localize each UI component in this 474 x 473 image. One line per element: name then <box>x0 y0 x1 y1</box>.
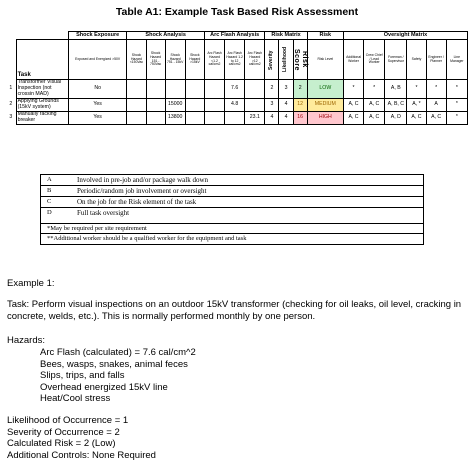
shock-150-cell <box>127 80 146 99</box>
arc-3-cell: 23.1 <box>245 111 265 124</box>
shock-750-cell <box>146 80 165 99</box>
exposed-cell: Yes <box>68 111 126 124</box>
crew-chief-cell: A, C <box>364 111 385 124</box>
hazard-item: Overhead energized 15kV line <box>40 381 168 393</box>
hazard-item: Bees, wasps, snakes, animal feces <box>40 358 188 370</box>
line-manager-cell: * <box>446 80 467 99</box>
shock-15kv-cell <box>165 80 185 99</box>
shock-750-cell <box>146 111 165 124</box>
shock-750-cell <box>146 98 165 111</box>
header-safety: Safety <box>407 40 426 80</box>
legend-note-site: *May be required per site requirement <box>41 224 423 234</box>
group-arc-flash: Arc Flash Analysis <box>204 32 264 40</box>
legend-code: D <box>47 209 52 216</box>
header-risk-score: Risk Score <box>293 40 307 80</box>
header-risk-level: Risk Level <box>307 40 343 80</box>
legend-row <box>41 197 423 208</box>
header-arc-1: Arc Flash Hazard <1.2 cal/cm2 <box>204 40 224 80</box>
legend-row <box>41 208 423 219</box>
shock-over-15kv-cell <box>185 98 204 111</box>
legend-code: B <box>47 187 52 194</box>
legend-description: Full task oversight <box>77 209 130 217</box>
likelihood-summary: Likelihood of Occurrence = 1 <box>7 415 129 426</box>
arc-1-cell <box>204 111 224 124</box>
legend-code: C <box>47 198 52 205</box>
shock-150-cell <box>127 111 146 124</box>
hazard-item: Slips, trips, and falls <box>40 370 125 381</box>
likelihood-cell: 3 <box>279 80 293 99</box>
hazard-item: Arc Flash (calculated) = 7.6 cal/cm^2 <box>40 347 196 358</box>
arc-2-cell <box>225 111 245 124</box>
additional-worker-cell: A, C <box>343 98 363 111</box>
legend-description: On the job for the Risk element of the task <box>77 198 197 206</box>
group-risk: Risk <box>307 32 343 40</box>
header-line-manager: Line Manager <box>446 40 467 80</box>
safety-cell: * <box>407 80 426 99</box>
likelihood-cell: 4 <box>279 111 293 124</box>
risk-score-cell: 16 <box>293 111 307 124</box>
additional-worker-cell: A, C <box>343 111 363 124</box>
legend-row <box>41 175 423 186</box>
group-oversight: Oversight Matrix <box>343 32 467 40</box>
group-shock-analysis: Shock Analysis <box>127 32 205 40</box>
exposed-cell: No <box>68 80 126 99</box>
calculated-risk-summary: Calculated Risk = 2 (Low) <box>7 438 116 449</box>
engineer-cell: * <box>426 80 446 99</box>
header-shock-150: Shock Hazard <150Vac <box>127 40 146 80</box>
header-crew-chief: Crew Chief / Lead Worker <box>364 40 385 80</box>
arc-3-cell <box>245 98 265 111</box>
legend-code: A <box>47 176 52 183</box>
foreman-cell: A, B, C <box>385 98 407 111</box>
risk-level-cell: MEDIUM <box>307 98 343 111</box>
header-likelihood: Likelihood <box>279 40 293 80</box>
legend-row <box>41 186 423 197</box>
safety-cell: A, C <box>407 111 426 124</box>
hazards-label: Hazards: <box>7 335 46 346</box>
additional-controls-summary: Additional Controls: None Required <box>7 449 156 461</box>
crew-chief-cell: * <box>364 80 385 99</box>
table-title: Table A1: Example Task Based Risk Assessment <box>115 6 359 18</box>
header-severity: Severity <box>265 40 279 80</box>
risk-assessment-table <box>6 31 468 125</box>
risk-score-cell: 12 <box>293 98 307 111</box>
header-foreman: Foreman / Supervisor <box>385 40 407 80</box>
header-engineer: Engineer / Planner <box>426 40 446 80</box>
arc-1-cell <box>204 98 224 111</box>
shock-over-15kv-cell <box>185 111 204 124</box>
header-task: Task <box>16 40 68 80</box>
crew-chief-cell: A, C <box>364 98 385 111</box>
hazard-item: Heat/Cool stress <box>40 393 111 404</box>
shock-150-cell <box>127 98 146 111</box>
arc-3-cell <box>245 80 265 99</box>
risk-level-cell: HIGH <box>307 111 343 124</box>
header-arc-2: Arc Flash Hazard 1.2 to 12 cal/cm2 <box>225 40 245 80</box>
arc-2-cell: 7.6 <box>225 80 245 99</box>
header-exposed: Exposed and Energized >50V <box>68 40 126 80</box>
hazards-list <box>40 347 196 405</box>
line-manager-cell: * <box>446 111 467 124</box>
table-row <box>6 80 468 99</box>
likelihood-cell: 4 <box>279 98 293 111</box>
table-row <box>6 98 468 111</box>
foreman-cell: A, B <box>385 80 407 99</box>
severity-summary: Severity of Occurrence = 2 <box>7 426 120 438</box>
task-cell: Applying Grounds (15kV system) <box>16 98 68 111</box>
severity-cell: 2 <box>265 80 279 99</box>
table-row <box>6 111 468 124</box>
task-cell: Manually racking breaker <box>16 111 68 124</box>
arc-1-cell <box>204 80 224 99</box>
group-risk-matrix: Risk Matrix <box>265 32 307 40</box>
legend-description: Periodic/random job involvement or oversight <box>77 187 207 195</box>
example-title: Example 1: <box>7 278 55 289</box>
header-shock-over-15kv: Shock Hazard >15kV <box>185 40 204 80</box>
shock-15kv-cell: 15000 <box>165 98 185 111</box>
foreman-cell: A, D <box>385 111 407 124</box>
task-cell: Transformer Visual Inspection (not crossin MAD) <box>16 80 68 99</box>
severity-cell: 4 <box>265 111 279 124</box>
header-arc-3: Arc Flash Hazard >12 cal/cm2 <box>245 40 265 80</box>
risk-level-cell: LOW <box>307 80 343 99</box>
legend-note-qualified: **Additional worker should be a qualfied worker for the equipment and task <box>47 235 247 242</box>
severity-cell: 3 <box>265 98 279 111</box>
additional-worker-cell: * <box>343 80 363 99</box>
arc-2-cell: 4.8 <box>225 98 245 111</box>
oversight-legend <box>40 174 424 245</box>
header-shock-750: Shock Hazard 151 - 750Vac <box>146 40 165 80</box>
exposed-cell: Yes <box>68 98 126 111</box>
row-index: 1 <box>9 84 13 91</box>
shock-over-15kv-cell <box>185 80 204 99</box>
risk-score-cell: 2 <box>293 80 307 99</box>
header-shock-15kv: Shock Hazard 751 - 15kV <box>165 40 185 80</box>
shock-15kv-cell: 13800 <box>165 111 185 124</box>
safety-cell: A, * <box>407 98 426 111</box>
row-index: 2 <box>9 100 13 107</box>
engineer-cell: A, C <box>426 111 446 124</box>
risk-summary <box>7 415 156 461</box>
group-shock-exposure: Shock Exposure <box>68 32 126 40</box>
row-index: 3 <box>9 113 13 120</box>
engineer-cell: A <box>426 98 446 111</box>
line-manager-cell: * <box>446 98 467 111</box>
header-additional-worker: Additional Worker <box>343 40 363 80</box>
example-task-description: Task: Perform visual inspections on an outdoor 15kV transformer (checking for oil leaks, oil level, cracking in concrete, welds, etc.). This is normally performed monthly by one person. <box>7 299 462 322</box>
legend-description: Involved in pre-job and/or package walk down <box>77 176 209 184</box>
